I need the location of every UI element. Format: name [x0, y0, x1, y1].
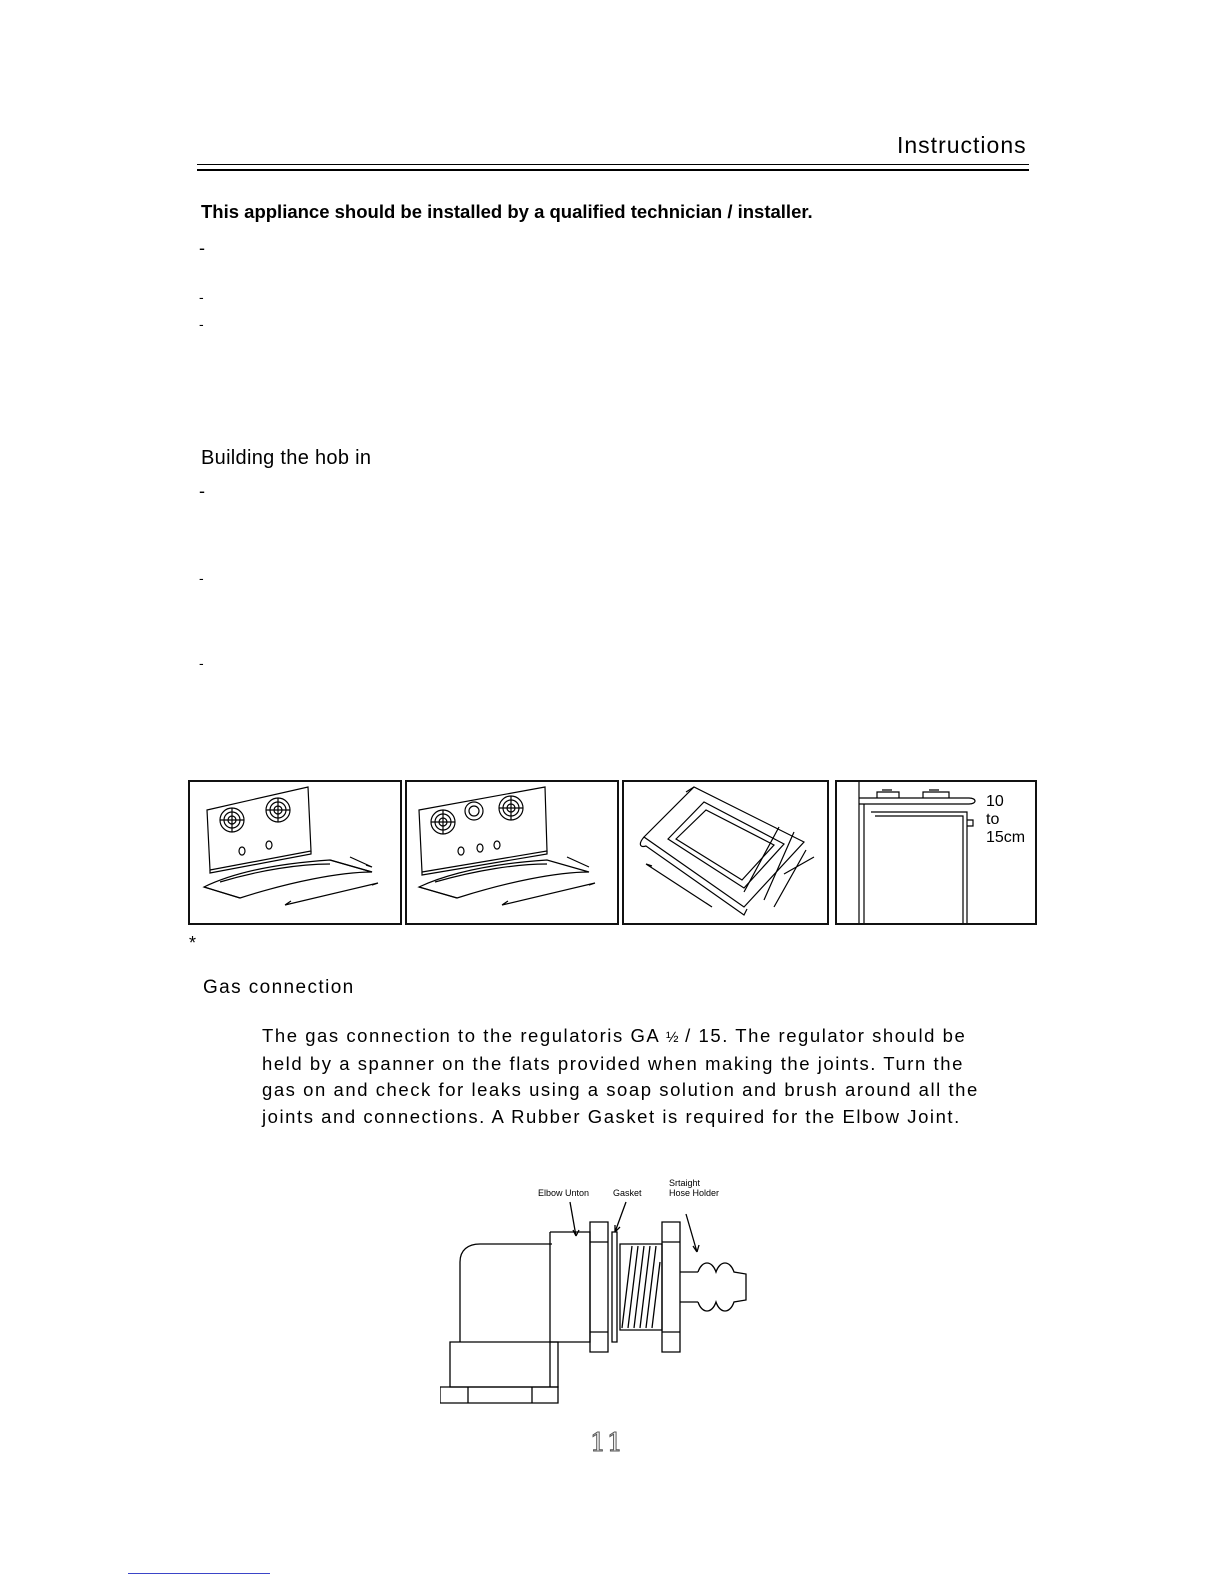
header-rule-thin	[197, 164, 1029, 165]
install-bullet-2: -	[199, 289, 204, 305]
building-bullet-1: -	[199, 481, 205, 501]
clearance-label-2: to	[986, 811, 1000, 828]
figure-two-burner-hob	[188, 780, 402, 925]
header-rule-thick	[197, 169, 1029, 171]
elbow-union-label: Elbow Unton	[538, 1188, 590, 1198]
regulator-assembly-drawing	[440, 1192, 760, 1407]
clearance-drawing	[837, 782, 1035, 923]
building-heading: Building the hob in	[201, 447, 372, 469]
hose-holder-label-2: Hose Holder	[669, 1188, 720, 1198]
gas-line-2: held by a spanner on the flats provided when making the joints. Turn the	[262, 1053, 964, 1075]
fraction-half: ½	[665, 1029, 679, 1046]
gas-connection-paragraph	[262, 1023, 1032, 1130]
building-bullet-2: -	[199, 570, 204, 586]
gas-line-1: The gas connection to the regulatoris GA ½ / 15. The regulator should be	[262, 1025, 967, 1046]
gas-regulator-diagram	[440, 1178, 760, 1407]
figure-three-burner-hob	[405, 780, 619, 925]
gas-connection-heading: Gas connection	[203, 977, 355, 998]
gasket-label: Gasket	[613, 1188, 642, 1198]
clearance-label-1: 10	[986, 793, 1004, 810]
footer-link-underline	[128, 1573, 270, 1574]
three-burner-hob-drawing	[407, 782, 617, 923]
two-burner-hob-drawing	[190, 782, 400, 923]
building-bullet-3: -	[199, 655, 204, 671]
hose-holder-label-1: Srtaight	[669, 1178, 701, 1188]
clearance-label-3: 15cm	[986, 829, 1026, 846]
figure-worktop-cutout	[622, 780, 829, 925]
page-header-title: Instructions	[897, 132, 1027, 158]
gas-line-3: gas on and check for leaks using a soap solution and brush around all the	[262, 1079, 979, 1101]
figure-clearance	[835, 780, 1037, 925]
footnote-asterisk: *	[189, 933, 197, 953]
install-bullet-1: -	[199, 238, 205, 258]
gas-line-4: joints and connections. A Rubber Gasket is required for the Elbow Joint.	[262, 1105, 961, 1127]
installation-warning: This appliance should be installed by a qualified technician / installer.	[201, 201, 813, 222]
install-bullet-3: -	[199, 316, 204, 332]
page-number: 11	[590, 1428, 624, 1457]
worktop-cutout-drawing	[624, 782, 827, 923]
